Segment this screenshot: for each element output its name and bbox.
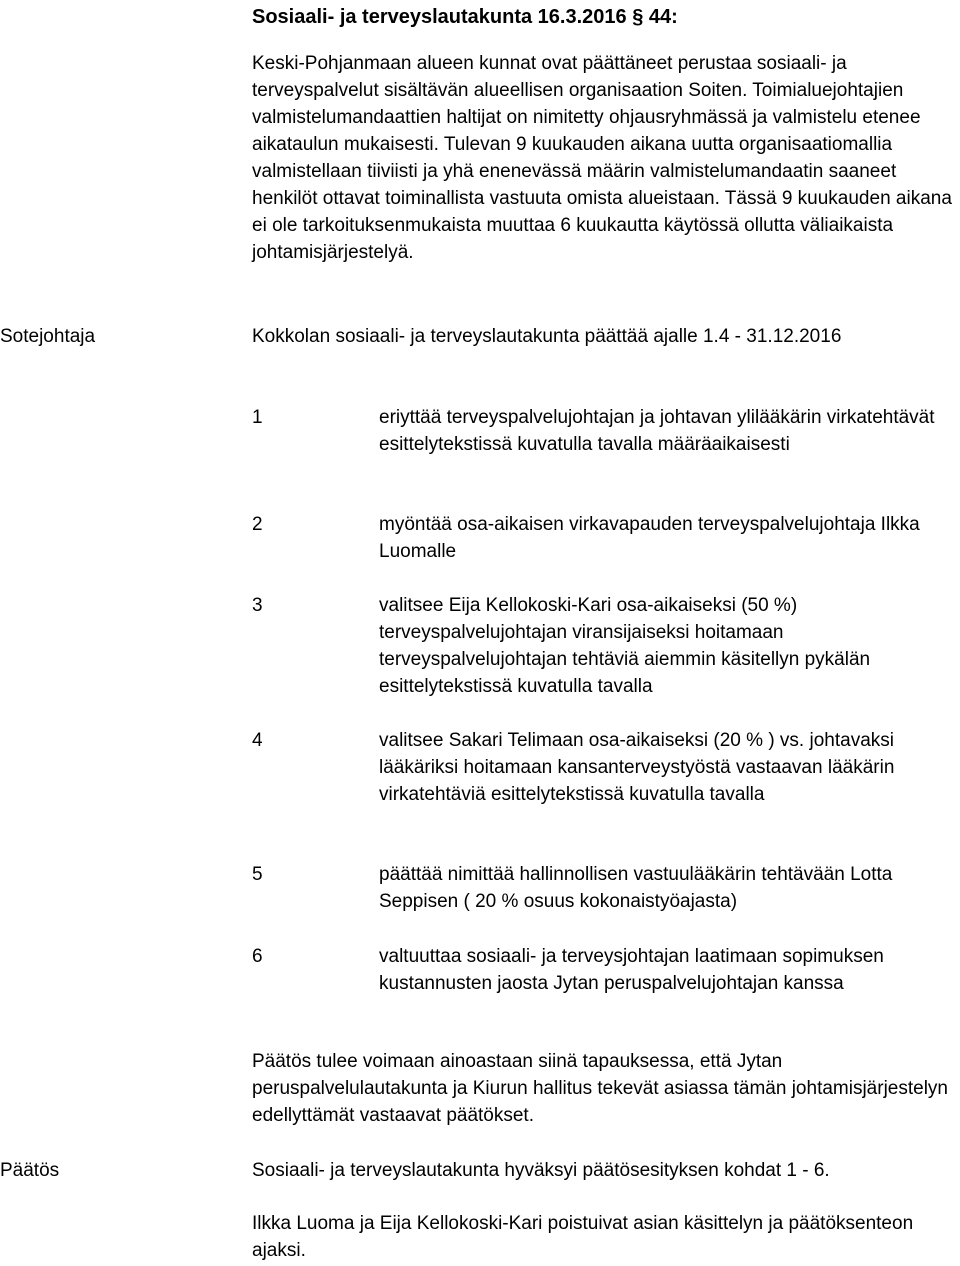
proposal-text: Kokkolan sosiaali- ja terveyslautakunta päättää ajalle 1.4 - 31.12.2016: [252, 326, 842, 347]
item-number: 1: [252, 407, 263, 428]
item-text: valitsee Eija Kellokoski-Kari osa-aikaiseksi (50 %) terveyspalvelujohtajan viransijaiseksi hoitamaan terveyspalvelujohtajan tehtäviä aiemmin käsitellyn pykälän esittelytekstissä kuvatulla tavalla: [379, 595, 871, 697]
item-text: valitsee Sakari Telimaan osa-aikaiseksi (20 % ) vs. johtavaksi lääkäriksi hoitamaan kansanterveystyöstä vastaavan lääkärin virkatehtäviä esittelytekstissä kuvatulla tavalla: [379, 730, 895, 805]
item-text: eriyttää terveyspalvelujohtajan ja johtavan ylilääkärin virkatehtävät esittelytekstissä kuvatulla tavalla määräaikaisesti: [379, 407, 935, 455]
decision-text: Sosiaali- ja terveyslautakunta hyväksyi päätösesityksen kohdat 1 - 6.: [252, 1160, 830, 1181]
condition-paragraph: Päätös tulee voimaan ainoastaan siinä tapauksessa, että Jytan peruspalvelulautakunta ja Kiurun hallitus tekevät asiassa tämän johtamisjärjestelyn edellyttämät vastaavat päätökset.: [252, 1051, 948, 1126]
item-number: 5: [252, 864, 263, 885]
item-number: 4: [252, 730, 263, 751]
item-number: 3: [252, 595, 263, 616]
decision-label: Päätös: [0, 1160, 60, 1181]
item-text: päättää nimittää hallinnollisen vastuulääkärin tehtävään Lotta Seppisen ( 20 % osuus kokonaistyöajasta): [379, 864, 893, 912]
intro-paragraph: Keski-Pohjanmaan alueen kunnat ovat päättäneet perustaa sosiaali- ja terveyspalvelut sisältävän alueellisen organisaation Soiten. Toimialuejohtajien valmistelumandaattien haltijat on nimitetty ohjausryhmässä ja valmistelu etenee aikataulun mukaisesti. Tulevan 9 kuukauden aikana uutta organisaatiomallia valmistellaan tiiviisti ja yhä enenevässä määrin valmistelumandaatin saaneet henkilöt ottavat toiminallista vastuuta omista alueistaan. Tässä 9 kuukauden aikana ei ole tarkoituksenmukaista muuttaa 6 kuukautta käytössä ollutta väliaikaista johtamisjärjestelyä.: [252, 53, 952, 263]
item-text: valtuuttaa sosiaali- ja terveysjohtajan laatimaan sopimuksen kustannusten jaosta Jytan peruspalvelujohtajan kanssa: [379, 946, 884, 994]
item-number: 6: [252, 946, 263, 967]
item-number: 2: [252, 514, 263, 535]
proposal-label: Sotejohtaja: [0, 326, 96, 347]
item-text: myöntää osa-aikaisen virkavapauden terveyspalvelujohtaja Ilkka Luomalle: [379, 514, 920, 562]
section-heading: Sosiaali- ja terveyslautakunta 16.3.2016 § 44:: [252, 6, 678, 28]
closing-paragraph: Ilkka Luoma ja Eija Kellokoski-Kari poistuivat asian käsittelyn ja päätöksenteon ajaksi.: [252, 1213, 914, 1261]
